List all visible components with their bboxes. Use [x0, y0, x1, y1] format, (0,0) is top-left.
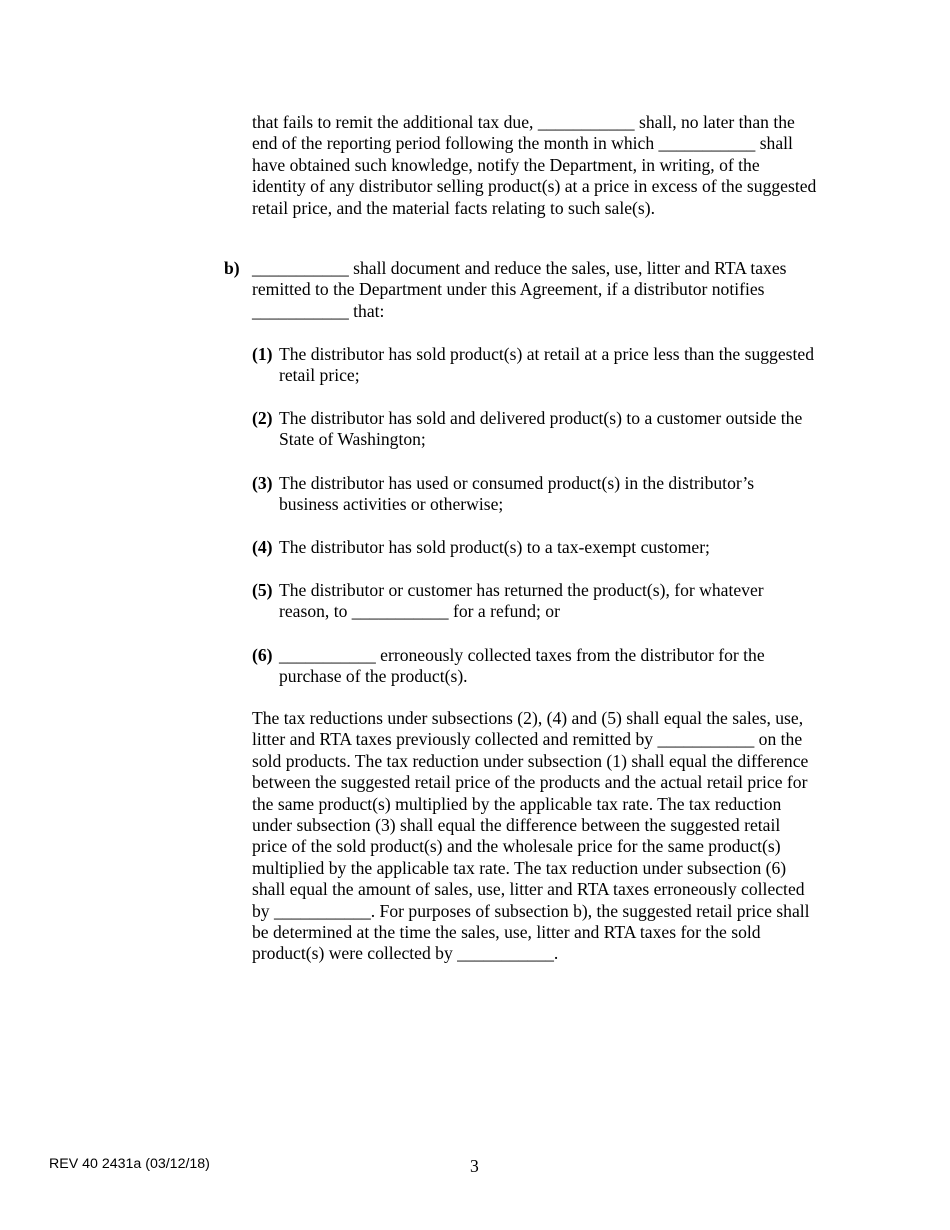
form-identifier: REV 40 2431a (03/12/18) — [49, 1156, 210, 1172]
subitem-number: (6) — [252, 645, 273, 665]
subitem-number: (3) — [252, 473, 273, 493]
subitem-number: (2) — [252, 408, 273, 428]
subitem-3 — [252, 473, 817, 516]
subitem-number: (4) — [252, 537, 273, 557]
page-number: 3 — [470, 1156, 479, 1176]
item-b — [224, 258, 817, 322]
subitem-6 — [252, 645, 817, 688]
subitem-text: The distributor has sold product(s) at retail at a price less than the suggested retail price; — [279, 344, 814, 386]
subitem-text: The distributor has sold product(s) to a tax-exempt customer; — [279, 537, 710, 557]
subitem-1 — [252, 344, 817, 387]
subitem-text: The distributor has sold and delivered product(s) to a customer outside the State of Washington; — [279, 408, 803, 450]
subitem-number: (1) — [252, 344, 273, 364]
subitem-5 — [252, 580, 817, 623]
subitem-2 — [252, 408, 817, 451]
item-b-text: ___________ shall document and reduce the sales, use, litter and RTA taxes remitted to the Department under this Agreement, if a distributor notifies ___________ that: — [252, 258, 787, 321]
subitem-number: (5) — [252, 580, 273, 600]
item-b-label: b) — [224, 258, 240, 278]
intro-paragraph: that fails to remit the additional tax due, ___________ shall, no later than the end of the reporting period following the month in which ___________ shall have obtained such knowledge, notify the Department, in writing, of the identity of any distributor selling product(s) at a price in excess of the suggested retail price, and the material facts relating to such sale(s). — [252, 112, 817, 218]
subitem-text: The distributor or customer has returned the product(s), for whatever reason, to ___________ for a refund; or — [279, 580, 764, 622]
subitem-4 — [252, 537, 817, 558]
closing-paragraph: The tax reductions under subsections (2), (4) and (5) shall equal the sales, use, litter and RTA taxes previously collected and remitted by ___________ on the sold products. The tax reduction under subsection (1) shall equal the difference between the suggested retail price of the products and the actual retail price for the same product(s) multiplied by the applicable tax rate. The tax reduction under subsection (3) shall equal the difference between the suggested retail price of the sold product(s) and the wholesale price for the same product(s) multiplied by the applicable tax rate. The tax reduction under subsection (6) shall equal the amount of sales, use, litter and RTA taxes erroneously collected by ___________. For purposes of subsection b), the suggested retail price shall be determined at the time the sales, use, litter and RTA taxes for the sold product(s) were collected by ___________. — [252, 708, 810, 964]
subitem-text: The distributor has used or consumed product(s) in the distributor’s business activities or otherwise; — [279, 473, 755, 515]
subitem-text: ___________ erroneously collected taxes from the distributor for the purchase of the product(s). — [279, 645, 765, 687]
